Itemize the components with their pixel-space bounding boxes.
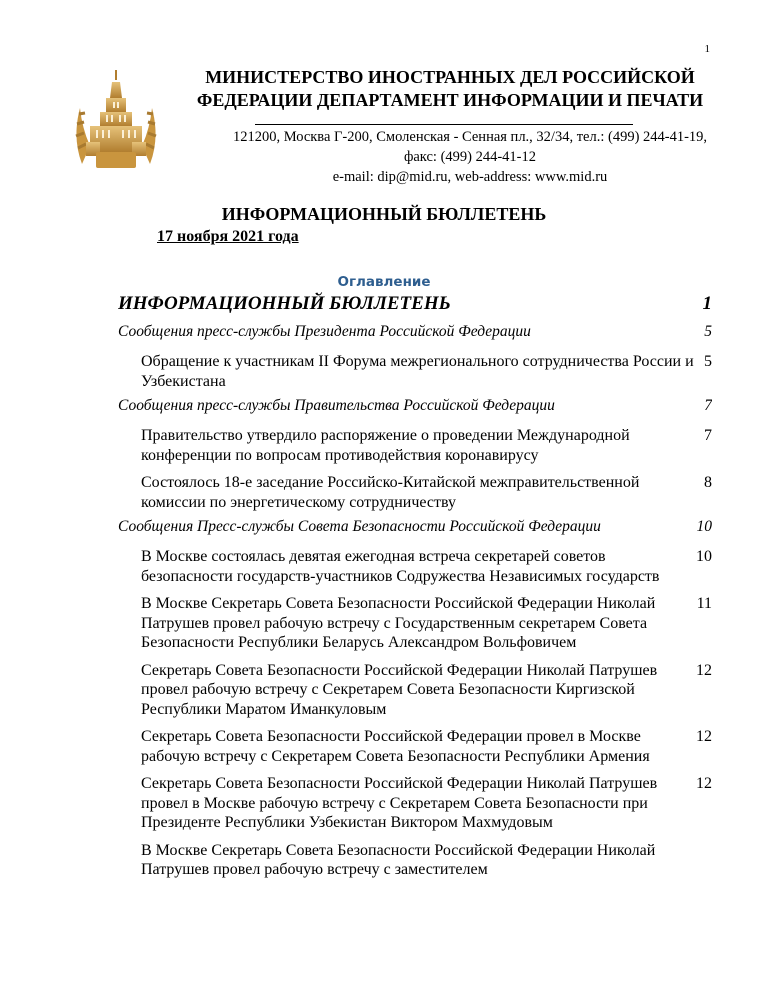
toc-entry-page: 11 (692, 595, 712, 612)
toc-entry[interactable] (141, 774, 712, 833)
toc-entry-title: Правительство утвердило распоряжение о проведении Международной конференции по вопросам противодействия коронавирусу (141, 427, 630, 464)
toc-entry-title: Сообщения пресс-службы Президента Российской Федерации (118, 323, 531, 340)
toc-entry-title: Обращение к участникам II Форума межрегионального сотрудничества России и Узбекистана (141, 353, 694, 390)
toc-entry[interactable] (141, 352, 712, 391)
toc-entry[interactable] (141, 547, 712, 586)
ministry-name (170, 66, 730, 112)
address-line: 121200, Москва Г-200, Смоленская - Сенная пл., 32/34, тел.: (499) 244-41-19, (232, 129, 708, 145)
toc-entry-title: Сообщения пресс-службы Правительства Российской Федерации (118, 397, 555, 414)
bulletin-date: 17 ноября 2021 года (157, 228, 299, 245)
toc-entry-title: ИНФОРМАЦИОННЫЙ БЮЛЛЕТЕНЬ (118, 293, 451, 314)
toc-entry-page: 7 (700, 427, 712, 444)
toc-entry[interactable] (141, 727, 712, 766)
table-of-contents (118, 291, 712, 880)
toc-entry-page: 12 (692, 775, 712, 792)
page-number: 1 (704, 43, 710, 55)
toc-entry-title: Состоялось 18-е заседание Российско-Китайской межправительственной комиссии по энергетическому сотрудничеству (141, 474, 640, 511)
toc-entry[interactable] (141, 661, 712, 720)
toc-entry-title: В Москве состоялась девятая ежегодная встреча секретарей советов безопасности государств-участников Содружества Независимых государств (141, 548, 660, 585)
toc-entry-page: 1 (698, 291, 712, 317)
header-divider (255, 124, 633, 125)
toc-entry-page: 10 (693, 515, 712, 539)
toc-entry[interactable] (141, 473, 712, 512)
toc-entry-title: В Москве Секретарь Совета Безопасности Российской Федерации Николай Патрушев провел рабочую встречу с Государственным секретарем Совета Безопасности Республики Беларусь Александром Вольфовичем (141, 595, 656, 651)
toc-entry[interactable] (118, 394, 712, 418)
toc-entry-page: 5 (700, 353, 712, 370)
toc-entry-page: 7 (700, 394, 712, 418)
toc-entry[interactable] (141, 594, 712, 653)
contact-info (200, 127, 740, 187)
mfa-building-emblem-icon (68, 68, 164, 178)
toc-entry[interactable] (141, 426, 712, 465)
toc-entry-title: Сообщения Пресс-службы Совета Безопасности Российской Федерации (118, 518, 601, 535)
fax-line: факс: (499) 244-41-12 (403, 149, 537, 165)
ministry-name-line2: ФЕДЕРАЦИИ ДЕПАРТАМЕНТ ИНФОРМАЦИИ И ПЕЧАТИ (196, 90, 704, 110)
toc-entry[interactable] (118, 320, 712, 344)
bulletin-title: ИНФОРМАЦИОННЫЙ БЮЛЛЕТЕНЬ (221, 204, 547, 224)
toc-entry[interactable] (118, 291, 712, 317)
toc-entry-page: 10 (692, 548, 712, 565)
email-web-line: e-mail: dip@mid.ru, web-address: www.mid.ru (332, 169, 608, 185)
toc-entry-page: 8 (700, 474, 712, 491)
toc-entry-title: В Москве Секретарь Совета Безопасности Российской Федерации Николай Патрушев провел рабочую встречу с заместителем (141, 841, 656, 878)
toc-entry[interactable] (141, 841, 712, 880)
toc-heading: Оглавление (337, 274, 431, 290)
toc-entry-page: 12 (692, 728, 712, 745)
toc-entry-title: Секретарь Совета Безопасности Российской Федерации Николай Патрушев провел рабочую встречу с Секретарем Совета Безопасности Киргизской Республики Маратом Иманкуловым (141, 661, 658, 718)
ministry-name-line1: МИНИСТЕРСТВО ИНОСТРАННЫХ ДЕЛ РОССИЙСКОЙ (205, 67, 695, 87)
toc-entry-title: Секретарь Совета Безопасности Российской Федерации Николай Патрушев провел в Москве рабочую встречу с Секретарем Совета Безопасности при Президенте Республики Узбекистан Виктором Махмудовым (141, 775, 658, 831)
toc-entry-page: 12 (692, 661, 712, 679)
toc-entry-title: Секретарь Совета Безопасности Российской Федерации провел в Москве рабочую встречу с Секретарем Совета Безопасности Республики Армения (141, 728, 650, 765)
toc-entry[interactable] (118, 515, 712, 539)
toc-entry-page: 5 (700, 320, 712, 344)
